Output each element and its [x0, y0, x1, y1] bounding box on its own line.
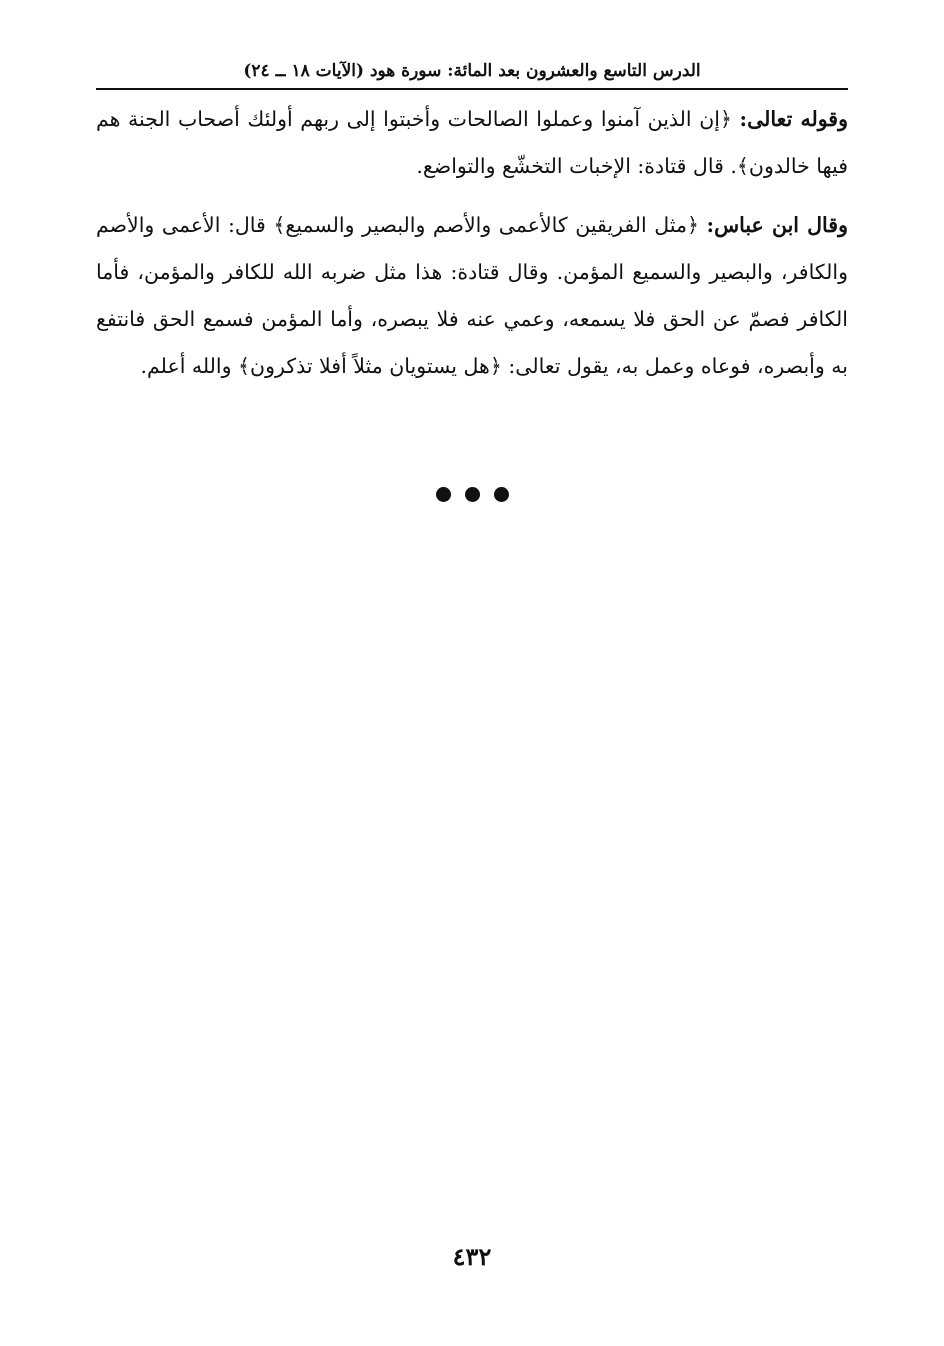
running-header: الدرس التاسع والعشرون بعد المائة: سورة هود (الآيات ١٨ ــ ٢٤): [243, 61, 701, 81]
paragraph-1-text: ﴿إن الذين آمنوا وعملوا الصالحات وأخبتوا إلى ربهم أولئك أصحاب الجنة هم فيها خالدون﴾. قال قتادة: الإخبات التخشّع والتواضع.: [96, 107, 848, 178]
separator-dot: [436, 487, 451, 502]
paragraph-1: [96, 96, 848, 190]
paragraph-2-text: ﴿مثل الفريقين كالأعمى والأصم والبصير والسميع﴾ قال: الأعمى والأصم والكافر، والبصير والسميع المؤمن. وقال قتادة: هذا مثل ضربه الله للكافر والمؤمن، فأما الكافر فصمّ عن الحق فلا يسمعه، وعمي عنه فلا يبصره، وأما المؤمن فسمع الحق فانتفع به وأبصره، فوعاه وعمل به، يقول تعالى: ﴿هل يستويان مثلاً أفلا تذكرون﴾ والله أعلم.: [96, 213, 848, 378]
paragraph-1-lead: وقوله تعالى:: [739, 107, 848, 131]
paragraph-2: [96, 202, 848, 390]
paragraph-2-lead: وقال ابن عباس:: [706, 213, 848, 237]
header-rule: [96, 88, 848, 90]
separator-dot: [465, 487, 480, 502]
separator-dot: [494, 487, 509, 502]
body-text: [96, 96, 848, 390]
page-number: ٤٣٢: [452, 1242, 492, 1271]
section-separator: [0, 487, 944, 505]
